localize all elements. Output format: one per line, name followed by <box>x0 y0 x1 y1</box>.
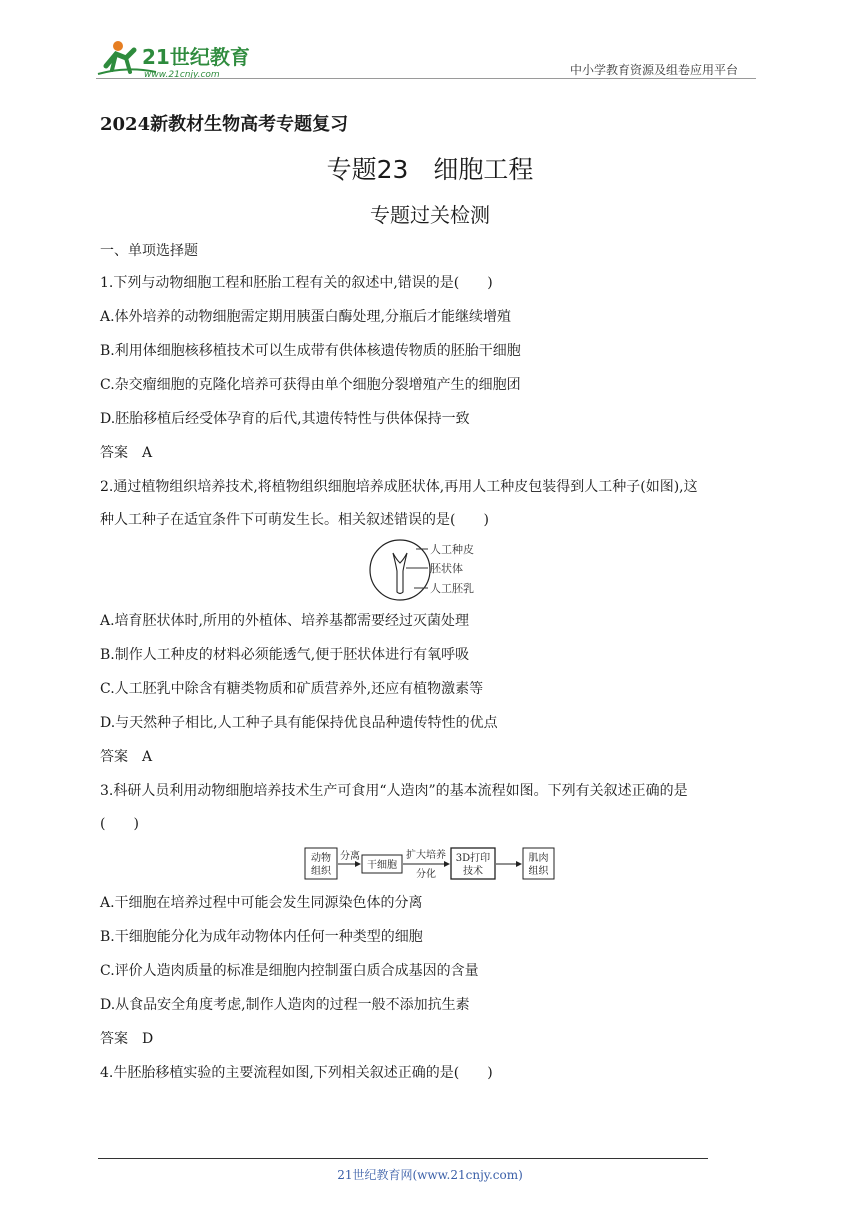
flow-arrow-2-label-bottom: 分化 <box>416 869 436 880</box>
question-3-option-c: C.评价人造肉质量的标准是细胞内控制蛋白质合成基因的含量 <box>100 963 479 979</box>
question-2-option-c: C.人工胚乳中除含有糖类物质和矿质营养外,还应有植物激素等 <box>100 681 484 697</box>
seed-label-endosperm: 人工胚乳 <box>430 582 474 595</box>
question-3-option-a: A.干细胞在培养过程中可能会发生同源染色体的分离 <box>100 895 423 911</box>
question-2-option-b: B.制作人工种皮的材料必须能透气,便于胚状体进行有氧呼吸 <box>100 647 470 663</box>
question-1-option-d: D.胚胎移植后经受体孕育的后代,其遗传特性与供体保持一致 <box>100 411 470 427</box>
question-1-option-c: C.杂交瘤细胞的克隆化培养可获得由单个细胞分裂增殖产生的细胞团 <box>100 377 521 393</box>
flow-box-1-line-1: 动物 <box>311 853 331 864</box>
question-4-stem: 4.牛胚胎移植实验的主要流程如图,下列相关叙述正确的是( ) <box>100 1065 493 1081</box>
answer-label: 答案 <box>100 749 128 765</box>
seed-label-coat: 人工种皮 <box>430 543 474 556</box>
embryoid-shape <box>393 553 407 594</box>
section-heading: 一、单项选择题 <box>100 243 198 259</box>
document-title: 2024新教材生物高考专题复习 <box>100 114 349 135</box>
question-3-stem-line-1: 3.科研人员利用动物细胞培养技术生产可食用“人造肉”的基本流程如图。下列有关叙述正确的是 <box>100 783 688 799</box>
artificial-meat-flowchart <box>304 846 556 886</box>
topic-title: 专题23 细胞工程 <box>326 155 534 184</box>
question-2-option-a: A.培育胚状体时,所用的外植体、培养基都需要经过灭菌处理 <box>100 613 470 629</box>
flow-arrow-1-label: 分离 <box>340 851 360 862</box>
answer-value: A <box>142 445 153 461</box>
question-3-answer <box>100 1029 153 1049</box>
seed-label-embryoid: 胚状体 <box>430 562 463 575</box>
flow-box-3-line-1: 3D打印 <box>455 853 491 864</box>
logo-url: www.21cnjy.com <box>144 70 220 80</box>
question-1-stem: 1.下列与动物细胞工程和胚胎工程有关的叙述中,错误的是( ) <box>100 275 493 291</box>
flow-box-4-line-1: 肌肉 <box>528 853 549 864</box>
question-1-answer <box>100 443 152 463</box>
question-2-answer <box>100 747 152 767</box>
question-2-option-d: D.与天然种子相比,人工种子具有能保持优良品种遗传特性的优点 <box>100 715 498 731</box>
question-2-stem-line-1: 2.通过植物组织培养技术,将植物组织细胞培养成胚状体,再用人工种皮包装得到人工种子(如图),这 <box>100 479 698 495</box>
question-2-stem-line-2: 种人工种子在适宜条件下可萌发生长。相关叙述错误的是( ) <box>100 512 489 528</box>
question-1-option-b: B.利用体细胞核移植技术可以生成带有供体核遗传物质的胚胎干细胞 <box>100 343 521 359</box>
question-3-option-b: B.干细胞能分化为成年动物体内任何一种类型的细胞 <box>100 929 423 945</box>
answer-label: 答案 <box>100 445 128 461</box>
artificial-seed-diagram <box>364 537 504 611</box>
footer-divider <box>98 1158 708 1159</box>
answer-label: 答案 <box>100 1031 128 1047</box>
header-divider <box>96 78 756 79</box>
subtitle: 专题过关检测 <box>370 203 490 227</box>
question-1-option-a: A.体外培养的动物细胞需定期用胰蛋白酶处理,分瓶后才能继续增殖 <box>100 309 512 325</box>
answer-value: A <box>142 749 153 765</box>
answer-value: D <box>142 1031 154 1047</box>
flow-box-3-line-2: 技术 <box>463 866 483 877</box>
flow-box-2-line-1: 干细胞 <box>367 860 397 871</box>
question-3-stem-line-2: ( ) <box>100 816 139 832</box>
flow-box-4-line-2: 组织 <box>528 866 549 877</box>
logo-text: 21世纪教育 <box>142 45 250 69</box>
flow-box-1-line-2: 组织 <box>311 866 331 877</box>
footer-site-link[interactable]: 21世纪教育网(www.21cnjy.com) <box>337 1168 523 1182</box>
site-logo <box>96 36 266 80</box>
question-3-option-d: D.从食品安全角度考虑,制作人造肉的过程一般不添加抗生素 <box>100 997 470 1013</box>
header-platform-text: 中小学教育资源及组卷应用平台 <box>570 63 739 77</box>
flow-arrow-2-label-top: 扩大培养 <box>406 850 446 861</box>
runner-logo-icon <box>96 36 266 80</box>
